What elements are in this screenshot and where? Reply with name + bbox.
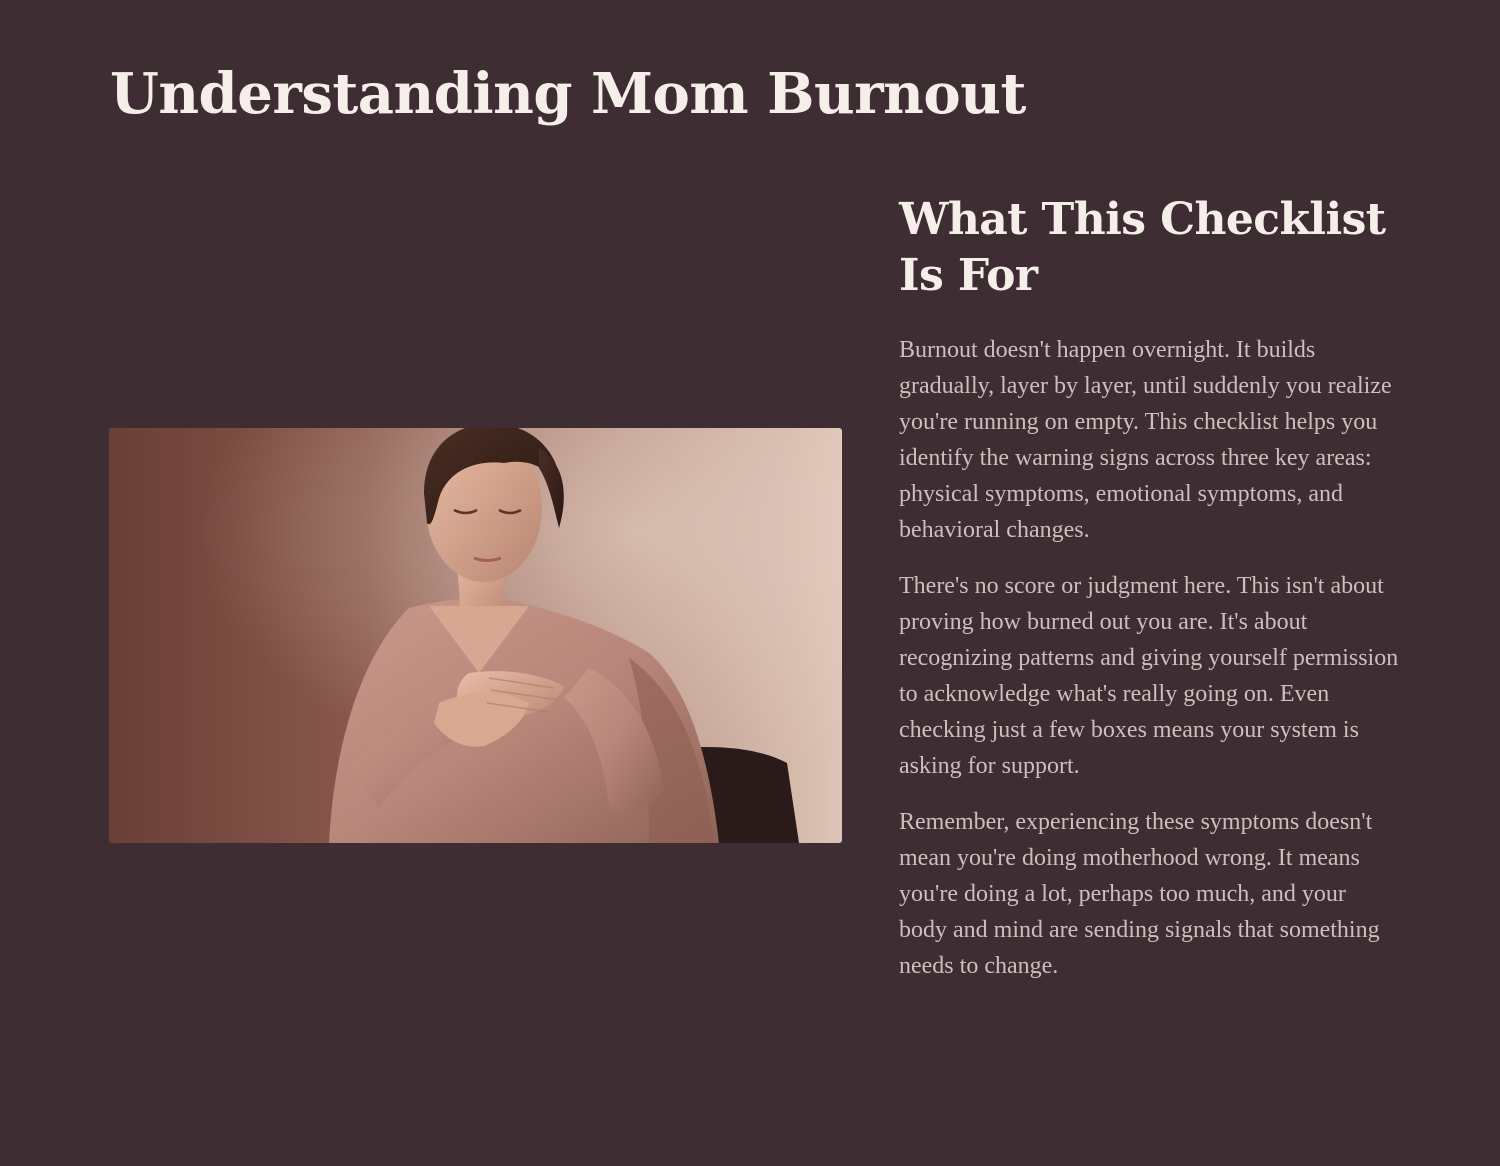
- content-section: [899, 192, 1399, 1004]
- woman-hands-on-chest-photo: [109, 428, 842, 843]
- intro-paragraph: Burnout doesn't happen overnight. It builds gradually, layer by layer, until suddenly you realize you're running on empty. This checklist helps you identify the warning signs across three key areas: physical symptoms, emotional symptoms, and behavioral changes.: [899, 336, 1392, 543]
- section-heading: What This Checklist Is For: [899, 194, 1386, 301]
- no-judgment-paragraph: There's no score or judgment here. This isn't about proving how burned out you are. It's about recognizing patterns and giving yourself permission to acknowledge what's really going on. Even checking just a few boxes means your system is asking for support.: [899, 572, 1399, 779]
- reassurance-paragraph: Remember, experiencing these symptoms doesn't mean you're doing motherhood wrong. It means you're doing a lot, perhaps too much, and your body and mind are sending signals that something needs to change.: [899, 808, 1380, 979]
- page-title: Understanding Mom Burnout: [110, 61, 1026, 127]
